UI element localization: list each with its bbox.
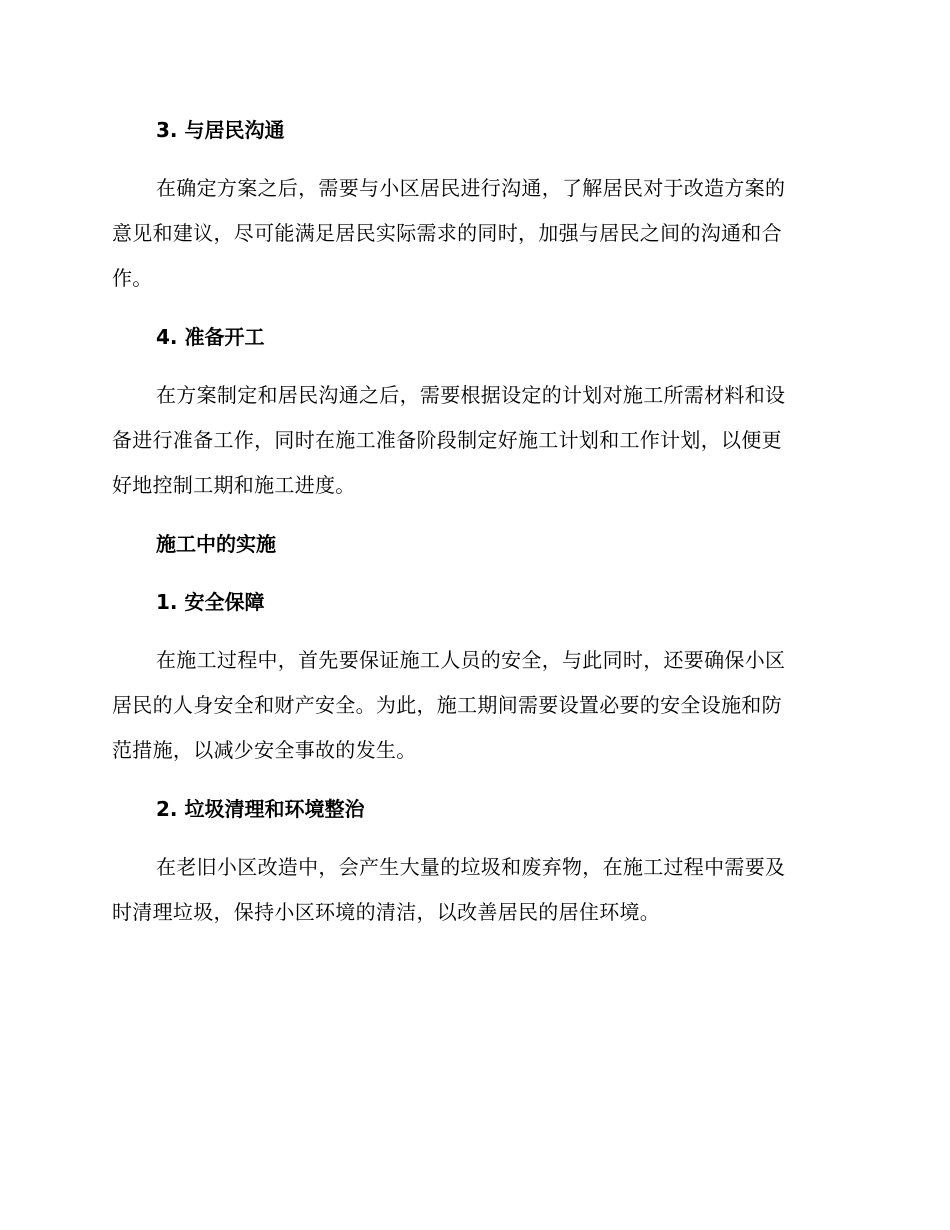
section-heading-implementation: 施工中的实施 — [156, 532, 276, 556]
section-heading-safety: 1. 安全保障 — [156, 590, 265, 614]
paragraph-line: 居民的人身安全和财产安全。为此，施工期间需要设置必要的安全设施和防 — [112, 693, 782, 717]
paragraph-line: 时清理垃圾，保持小区环境的清洁，以改善居民的居住环境。 — [112, 900, 661, 924]
paragraph-line: 在确定方案之后，需要与小区居民进行沟通，了解居民对于改造方案的 — [156, 176, 786, 200]
section-heading-waste-cleanup: 2. 垃圾清理和环境整治 — [156, 797, 365, 821]
section-heading-prepare-start: 4. 准备开工 — [156, 325, 265, 349]
paragraph-line: 备进行准备工作，同时在施工准备阶段制定好施工计划和工作计划，以便更 — [112, 428, 782, 452]
paragraph-line: 作。 — [112, 266, 153, 290]
paragraph-line: 意见和建议，尽可能满足居民实际需求的同时，加强与居民之间的沟通和合 — [112, 221, 782, 245]
paragraph-line: 在老旧小区改造中，会产生大量的垃圾和废弃物，在施工过程中需要及 — [156, 855, 786, 879]
paragraph-line: 在施工过程中，首先要保证施工人员的安全，与此同时，还要确保小区 — [156, 648, 786, 672]
paragraph-line: 在方案制定和居民沟通之后，需要根据设定的计划对施工所需材料和设 — [156, 383, 786, 407]
paragraph-resident-communication — [112, 166, 837, 301]
paragraph-safety — [112, 638, 837, 773]
paragraph-line: 范措施，以减少安全事故的发生。 — [112, 738, 417, 762]
section-heading-resident-communication: 3. 与居民沟通 — [156, 118, 285, 142]
document-body — [112, 108, 837, 949]
paragraph-line: 好地控制工期和施工进度。 — [112, 473, 356, 497]
paragraph-waste-cleanup — [112, 845, 837, 935]
paragraph-prepare-start — [112, 373, 837, 508]
